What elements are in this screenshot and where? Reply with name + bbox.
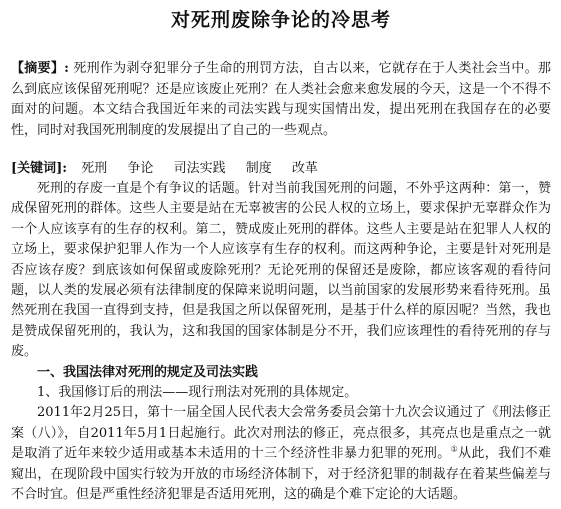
keyword-item: 死刑 bbox=[81, 161, 108, 176]
abstract bbox=[11, 59, 551, 141]
keyword-item: 制度 bbox=[245, 161, 272, 176]
body-paragraph bbox=[11, 403, 551, 505]
abstract-label: 【摘要】: bbox=[11, 61, 69, 76]
document-body bbox=[11, 179, 551, 506]
keyword-item: 改革 bbox=[291, 161, 318, 176]
document-title: 对死刑废除争论的冷思考 bbox=[170, 9, 391, 31]
keywords bbox=[11, 159, 551, 179]
subsection-heading: 1、我国修订后的刑法——现行刑法对死刑的具体规定。 bbox=[37, 385, 358, 401]
paragraph-text: 从此，我们不难窥出，在现阶段中国实行较为开放的市场经济体制下，对于经济犯罪的制裁存在着某些偏差与不合时宜。但是严重性经济犯罪是否适用死刑，这的确是个难下定论的大话题。 bbox=[11, 446, 551, 503]
abstract-text: 死刑作为剥夺犯罪分子生命的刑罚方法，自古以来，它就存在于人类社会当中。那么到底应该保留死刑呢？还是应该废止死刑？在人类社会愈来愈发展的今天，这是一个不得不面对的问题。本文结合我国近年来的司法实践与现实国情出发，提出死刑在我国存在的必要性，同时对我国死刑制度的发展提出了自己的一些观点。 bbox=[11, 61, 551, 138]
section-heading: 一、我国法律对死刑的规定及司法实践 bbox=[37, 364, 259, 380]
body-paragraph: 死刑的存废一直是个有争议的话题。针对当前我国死刑的问题，不外乎这两种：第一，赞成保留死刑的群体。这些人主要是站在无辜被害的公民人权的立场上，要求保护无辜群众作为一个人应该享有的生存的权利。第二，赞成废止死刑的群体。这些人主要是站在犯罪人人权的立场上，要求保护犯罪人作为一个人应该享有生存的权利。而这两种争论，主要是针对死刑是否应该存废？到底该如何保留或废除死刑？无论死刑的保留还是废除，都应该客观的看待问题，以人类的发展必须有法律制度的保障来说明问题，以当前国家的发展形势来看待死刑。虽然死刑在我国一直得到支持，但是我国之所以保留死刑，是基于什么样的原因呢？当然，我也是赞成保留死刑的，我认为，这和我国的国家体制是分不开，我们应该理性的看待死刑的存与废。 bbox=[11, 181, 551, 360]
keywords-label: [关键词]: bbox=[11, 161, 68, 176]
paragraph-text: 2011年2月25日，第十一届全国人民代表大会常务委员会第十九次会议通过了《刑法修正案（八）》，自2011年5月1日起施行。此次对刑法的修正，亮点很多，其亮点也是重点之一就是取消了近年来较少适用或基本未适用的十三个经济性非暴力犯罪的死刑。 bbox=[11, 405, 551, 462]
keyword-item: 争论 bbox=[127, 161, 154, 176]
footnote-ref[interactable]: ① bbox=[450, 444, 459, 454]
keyword-item: 司法实践 bbox=[173, 161, 226, 176]
